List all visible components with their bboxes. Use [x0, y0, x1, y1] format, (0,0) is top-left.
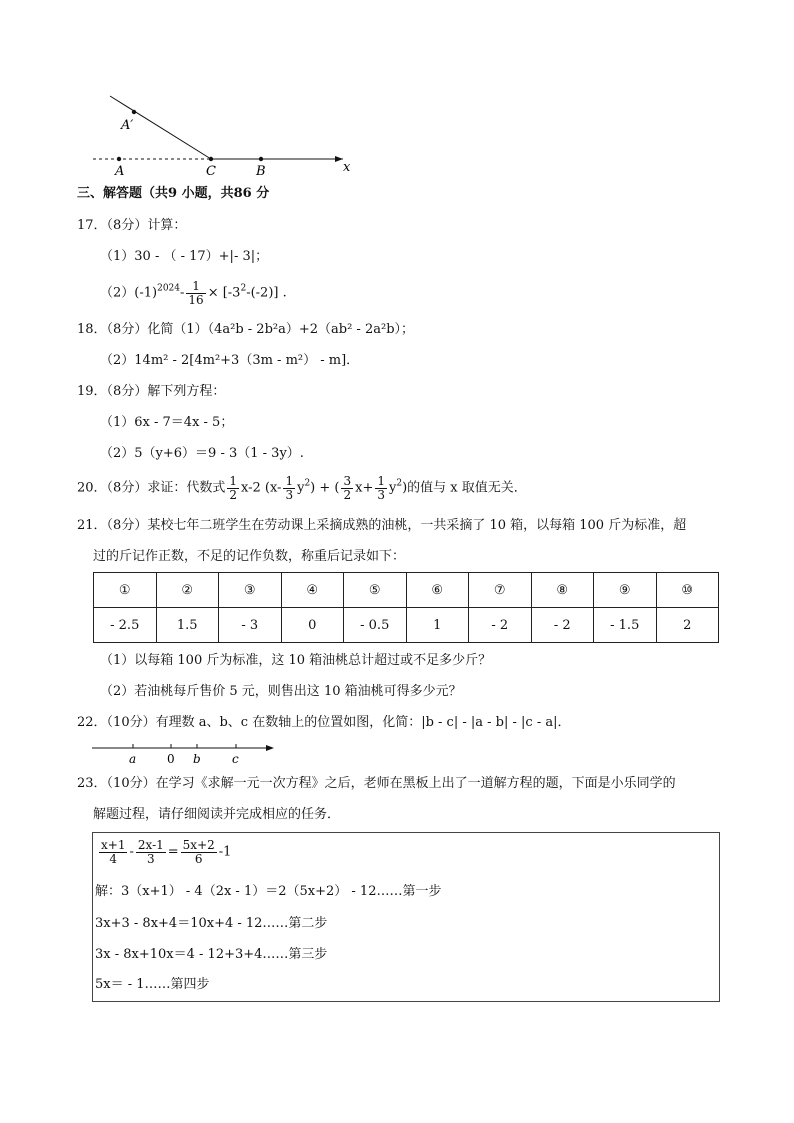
q20-mid5: y [389, 480, 397, 496]
eq-f3-den: 6 [194, 851, 203, 866]
solution-equation [97, 839, 231, 865]
weight-record-table [93, 572, 719, 643]
q20-tail: )的值与 x 取值无关． [402, 480, 527, 496]
point-a [117, 157, 121, 161]
q20-f2-den: 3 [285, 487, 294, 502]
table-row [94, 608, 719, 643]
point-a-prime [132, 110, 136, 114]
solution-step-2: 3x+3 - 8x+4＝10x+4 - 12……第二步 [95, 916, 328, 931]
q20-exp1: 2 [304, 478, 311, 489]
q17-fraction [186, 280, 205, 306]
q20-f4-num: 1 [377, 474, 385, 488]
table-cell: 0 [281, 608, 344, 643]
axis-label-a: a [129, 752, 137, 766]
q17-rest-exponent: 2 [240, 283, 247, 294]
q17-part1: （1）30 - （ - 17）+|- 3|； [100, 249, 269, 264]
q17-minus: - [180, 285, 185, 301]
eq-equals: = [167, 844, 179, 860]
table-header-cell: ⑨ [594, 573, 657, 608]
q20-fraction-2 [283, 475, 295, 501]
axis-label-zero: 0 [167, 752, 175, 766]
q20-heading: 20．（8分）求证：代数式 [77, 480, 226, 496]
q17-fraction-den: 16 [188, 292, 204, 307]
eq-f2-num: 2x-1 [137, 838, 164, 852]
eq-f1-den: 4 [109, 851, 118, 866]
table-cell: - 3 [219, 608, 282, 643]
q20-fraction-4 [375, 475, 387, 501]
table-cell: - 0.5 [344, 608, 407, 643]
table-header-cell: ⑦ [469, 573, 532, 608]
q20-line [77, 475, 527, 501]
q18-part2: （2）14m² - 2[4m²+3（3m - m²） - m]． [100, 353, 360, 368]
number-line [90, 740, 280, 768]
eq-fraction-3 [181, 839, 217, 865]
q23-line2: 解题过程，请仔细阅读并完成相应的任务． [93, 807, 341, 822]
eq-f2-den: 3 [147, 851, 155, 866]
q17-base: (-1) [134, 285, 158, 301]
eq-fraction-1 [99, 839, 127, 865]
label-a: A [115, 164, 125, 179]
geometry-figure [85, 90, 365, 180]
q20-fraction-3 [341, 475, 353, 501]
q21-line1: 21．（8分）某校七年二班学生在劳动课上采摘成熟的油桃，一共采摘了 10 箱，以每箱 100 斤为标准，超 [77, 518, 687, 533]
q20-mid1: x-2 (x- [240, 480, 282, 496]
table-header-cell: ② [156, 573, 219, 608]
eq-minus: - [129, 844, 134, 860]
q20-fraction-1 [227, 475, 239, 501]
q20-mid4: x+ [355, 480, 374, 496]
number-line-arrow [266, 745, 274, 751]
table-cell: 2 [656, 608, 719, 643]
label-b: B [256, 164, 266, 179]
q20-f2-num: 1 [285, 474, 294, 488]
q17-heading: 17．（8分）计算： [77, 218, 187, 233]
table-cell: 1 [406, 608, 469, 643]
table-header-cell: ⑤ [344, 573, 407, 608]
q19-heading: 19．（8分）解下列方程： [77, 384, 226, 399]
label-x: x [343, 160, 351, 175]
q20-f4-den: 3 [377, 487, 385, 502]
q17-rest: × [-3 [207, 285, 241, 301]
q17-tail: -(-2)] . [246, 285, 287, 301]
table-cell: - 2 [531, 608, 594, 643]
q17-fraction-num: 1 [186, 280, 205, 294]
point-b [259, 157, 263, 161]
q19-part2: （2）5（y+6）＝9 - 3（1 - 3y）. [100, 446, 304, 461]
q18-heading: 18．（8分）化简（1）（4a²b - 2b²a）+2（ab² - 2a²b）； [77, 322, 415, 337]
q20-exp2: 2 [396, 478, 403, 489]
solution-step-3: 3x - 8x+10x＝4 - 12+3+4……第三步 [95, 947, 328, 962]
q22-heading: 22．（10分）有理数 a、b、c 在数轴上的位置如图，化简：|b - c| - |a - b| - |c - a|． [77, 715, 571, 730]
x-axis-arrow [335, 156, 343, 162]
solution-step-1: 解：3（x+1） - 4（2x - 1）＝2（5x+2） - 12……第一步 [95, 884, 442, 899]
solution-step-4: 5x＝ - 1……第四步 [95, 977, 210, 992]
eq-f3-num: 5x+2 [182, 838, 215, 852]
table-cell: - 1.5 [594, 608, 657, 643]
eq-tail: -1 [218, 844, 232, 860]
q23-line1: 23．（10分）在学习《求解一元一次方程》之后，老师在黑板上出了一道解方程的题，下面是小乐同学的 [77, 776, 676, 791]
point-c [209, 157, 213, 161]
axis-label-c: c [232, 752, 239, 766]
table-header-cell: ⑧ [531, 573, 594, 608]
eq-fraction-2 [136, 839, 166, 865]
q21-sub1: （1）以每箱 100 斤为标准，这 10 箱油桃总计超过或不足多少斤？ [100, 653, 492, 668]
q21-line2: 过的斤记作正数，不足的记作负数，称重后记录如下： [93, 549, 406, 564]
table-cell: 1.5 [156, 608, 219, 643]
solution-box [92, 832, 720, 1002]
q21-sub2: （2）若油桃每斤售价 5 元，则售出这 10 箱油桃可得多少元？ [100, 684, 462, 699]
q20-f3-den: 2 [343, 487, 352, 502]
q20-mid3: ) + ( [310, 480, 340, 496]
q17-part2-label: （2） [100, 285, 135, 301]
q20-f3-num: 3 [343, 474, 352, 488]
table-header-cell: ① [94, 573, 157, 608]
table-header-cell: ④ [281, 573, 344, 608]
eq-f1-num: x+1 [101, 838, 126, 852]
table-header-cell: ⑩ [656, 573, 719, 608]
table-cell: - 2 [469, 608, 532, 643]
q20-mid2: y [297, 480, 305, 496]
section-title: 三、解答题（共9 小题，共86 分 [77, 186, 270, 201]
q17-exponent: 2024 [157, 283, 180, 294]
q20-f1-den: 2 [229, 487, 237, 502]
axis-label-b: b [193, 752, 201, 766]
label-c: C [206, 164, 216, 179]
table-header-row [94, 573, 719, 608]
q17-part2 [100, 280, 287, 306]
label-a-prime: A′ [121, 118, 134, 133]
q19-part1: （1）6x - 7＝4x - 5； [100, 415, 234, 430]
q20-f1-num: 1 [229, 474, 237, 488]
table-header-cell: ⑥ [406, 573, 469, 608]
table-cell: - 2.5 [94, 608, 157, 643]
table-header-cell: ③ [219, 573, 282, 608]
